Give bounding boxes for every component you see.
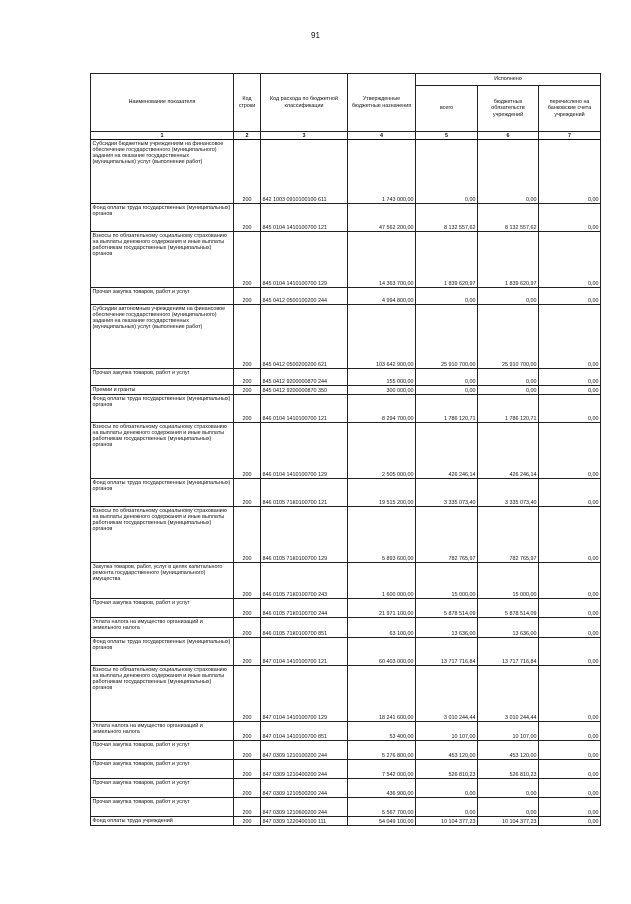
row-approved: 5 893 600,00 bbox=[348, 507, 416, 563]
row-line-code: 200 bbox=[234, 798, 261, 817]
row-approved: 63 100,00 bbox=[348, 618, 416, 638]
row-name: Взносы по обязательному социальному страхованию на выплаты денежного содержания и иные выплаты работникам государственных (муниципальных) органов bbox=[91, 423, 234, 479]
row-budget-code: 847 0104 1410100700 129 bbox=[261, 666, 348, 722]
row-executed-budget: 15 000,00 bbox=[478, 563, 539, 599]
row-name: Прочая закупка товаров, работ и услуг bbox=[91, 599, 234, 618]
row-approved: 21 971 100,00 bbox=[348, 599, 416, 618]
row-executed-budget: 426 246,14 bbox=[478, 423, 539, 479]
row-approved: 5 567 700,00 bbox=[348, 798, 416, 817]
row-line-code: 200 bbox=[234, 563, 261, 599]
row-executed-budget: 5 878 514,09 bbox=[478, 599, 539, 618]
row-line-code: 200 bbox=[234, 395, 261, 423]
row-approved: 53 400,00 bbox=[348, 722, 416, 741]
row-executed-total: 10 104 377,23 bbox=[416, 817, 478, 826]
row-executed-bank: 0,00 bbox=[539, 817, 601, 826]
row-approved: 47 562 200,00 bbox=[348, 204, 416, 232]
row-executed-budget: 0,00 bbox=[478, 140, 539, 204]
row-executed-bank: 0,00 bbox=[539, 779, 601, 798]
row-executed-bank: 0,00 bbox=[539, 305, 601, 369]
row-executed-bank: 0,00 bbox=[539, 563, 601, 599]
column-number: 5 bbox=[416, 132, 478, 140]
row-executed-budget: 13 636,00 bbox=[478, 618, 539, 638]
row-approved: 2 505 000,00 bbox=[348, 423, 416, 479]
row-executed-bank: 0,00 bbox=[539, 666, 601, 722]
row-line-code: 200 bbox=[234, 232, 261, 288]
row-executed-budget: 782 765,97 bbox=[478, 507, 539, 563]
row-name: Прочая закупка товаров, работ и услуг bbox=[91, 288, 234, 305]
row-name: Субсидии автономным учреждениям на финансовое обеспечение государственного (муниципального) задания на оказание государственных (муниципальных) услуг (выполнение работ) bbox=[91, 305, 234, 369]
row-name: Премии и гранты bbox=[91, 386, 234, 395]
column-number: 3 bbox=[261, 132, 348, 140]
row-budget-code: 847 0309 1210100200 244 bbox=[261, 741, 348, 760]
row-name: Взносы по обязательному социальному страхованию на выплаты денежного содержания и иные выплаты работникам государственных (муниципальных) органов bbox=[91, 666, 234, 722]
row-executed-bank: 0,00 bbox=[539, 479, 601, 507]
table-row bbox=[91, 288, 601, 305]
row-name: Фонд оплаты труда государственных (муниципальных) органов bbox=[91, 638, 234, 666]
header-budget-code: Код расхода по бюджетной классификации bbox=[261, 74, 348, 132]
table-row bbox=[91, 722, 601, 741]
budget-execution-table bbox=[90, 73, 601, 826]
row-executed-total: 13 636,00 bbox=[416, 618, 478, 638]
row-executed-bank: 0,00 bbox=[539, 395, 601, 423]
row-executed-budget: 13 717 716,84 bbox=[478, 638, 539, 666]
row-executed-budget: 453 120,00 bbox=[478, 741, 539, 760]
row-executed-total: 0,00 bbox=[416, 140, 478, 204]
row-name: Прочая закупка товаров, работ и услуг bbox=[91, 779, 234, 798]
row-line-code: 200 bbox=[234, 599, 261, 618]
table-row bbox=[91, 386, 601, 395]
row-executed-total: 10 107,00 bbox=[416, 722, 478, 741]
row-approved: 14 363 700,00 bbox=[348, 232, 416, 288]
row-line-code: 200 bbox=[234, 288, 261, 305]
row-budget-code: 846 0105 71К0100700 129 bbox=[261, 507, 348, 563]
row-name: Взносы по обязательному социальному страхованию на выплаты денежного содержания и иные выплаты работникам государственных (муниципальных) органов bbox=[91, 232, 234, 288]
row-executed-budget: 1 839 620,97 bbox=[478, 232, 539, 288]
row-executed-budget: 0,00 bbox=[478, 798, 539, 817]
table-row bbox=[91, 741, 601, 760]
row-line-code: 200 bbox=[234, 140, 261, 204]
row-name: Уплата налога на имущество организаций и земельного налога bbox=[91, 722, 234, 741]
row-executed-budget: 10 104 377,23 bbox=[478, 817, 539, 826]
row-executed-bank: 0,00 bbox=[539, 599, 601, 618]
table-row bbox=[91, 369, 601, 386]
header-row-top bbox=[91, 74, 601, 86]
row-budget-code: 846 0105 71К0100700 851 bbox=[261, 618, 348, 638]
row-name: Фонд оплаты труда государственных (муниципальных) органов bbox=[91, 479, 234, 507]
row-line-code: 200 bbox=[234, 618, 261, 638]
table-row bbox=[91, 817, 601, 826]
row-budget-code: 847 0309 1210600200 244 bbox=[261, 798, 348, 817]
row-line-code: 200 bbox=[234, 204, 261, 232]
row-executed-total: 426 246,14 bbox=[416, 423, 478, 479]
row-line-code: 200 bbox=[234, 817, 261, 826]
row-approved: 103 642 900,00 bbox=[348, 305, 416, 369]
row-name: Прочая закупка товаров, работ и услуг bbox=[91, 369, 234, 386]
column-number: 7 bbox=[539, 132, 601, 140]
row-approved: 19 515 200,00 bbox=[348, 479, 416, 507]
row-executed-budget: 0,00 bbox=[478, 779, 539, 798]
header-executed: Исполнено bbox=[416, 74, 601, 86]
row-approved: 60 403 000,00 bbox=[348, 638, 416, 666]
row-executed-total: 5 878 514,09 bbox=[416, 599, 478, 618]
row-budget-code: 845 0412 0500200200 621 bbox=[261, 305, 348, 369]
row-executed-total: 13 717 716,84 bbox=[416, 638, 478, 666]
row-approved: 436 900,00 bbox=[348, 779, 416, 798]
header-approved: Утвержденные бюджетные назначения bbox=[348, 74, 416, 132]
table-row bbox=[91, 618, 601, 638]
row-executed-total: 3 335 073,40 bbox=[416, 479, 478, 507]
row-name: Прочая закупка товаров, работ и услуг bbox=[91, 760, 234, 779]
row-name: Фонд оплаты труда учреждений bbox=[91, 817, 234, 826]
row-executed-total: 0,00 bbox=[416, 288, 478, 305]
column-number: 6 bbox=[478, 132, 539, 140]
row-executed-total: 0,00 bbox=[416, 798, 478, 817]
row-approved: 300 000,00 bbox=[348, 386, 416, 395]
row-line-code: 200 bbox=[234, 305, 261, 369]
header-name: Наименование показателя bbox=[91, 74, 234, 132]
row-executed-budget: 10 107,00 bbox=[478, 722, 539, 741]
row-executed-total: 8 132 557,62 bbox=[416, 204, 478, 232]
row-executed-total: 25 910 700,00 bbox=[416, 305, 478, 369]
row-executed-budget: 25 910 700,00 bbox=[478, 305, 539, 369]
table-row bbox=[91, 798, 601, 817]
row-executed-total: 1 786 120,71 bbox=[416, 395, 478, 423]
row-line-code: 200 bbox=[234, 369, 261, 386]
row-budget-code: 847 0309 1210500200 244 bbox=[261, 779, 348, 798]
table-row bbox=[91, 305, 601, 369]
row-budget-code: 845 0412 9200000870 244 bbox=[261, 369, 348, 386]
row-budget-code: 845 0412 9200000870 350 bbox=[261, 386, 348, 395]
row-executed-total: 0,00 bbox=[416, 369, 478, 386]
row-executed-bank: 0,00 bbox=[539, 507, 601, 563]
row-budget-code: 845 0104 1410100700 121 bbox=[261, 204, 348, 232]
row-executed-total: 0,00 bbox=[416, 779, 478, 798]
table-row bbox=[91, 204, 601, 232]
row-executed-budget: 526 810,23 bbox=[478, 760, 539, 779]
row-name: Прочая закупка товаров, работ и услуг bbox=[91, 798, 234, 817]
table-row bbox=[91, 666, 601, 722]
row-approved: 18 241 600,00 bbox=[348, 666, 416, 722]
row-approved: 155 000,00 bbox=[348, 369, 416, 386]
row-executed-bank: 0,00 bbox=[539, 423, 601, 479]
column-number: 4 bbox=[348, 132, 416, 140]
row-budget-code: 846 0105 71К0100700 121 bbox=[261, 479, 348, 507]
row-line-code: 200 bbox=[234, 741, 261, 760]
row-line-code: 200 bbox=[234, 779, 261, 798]
row-executed-total: 1 839 620,97 bbox=[416, 232, 478, 288]
table-row bbox=[91, 779, 601, 798]
row-executed-total: 453 120,00 bbox=[416, 741, 478, 760]
row-executed-bank: 0,00 bbox=[539, 232, 601, 288]
row-executed-bank: 0,00 bbox=[539, 386, 601, 395]
row-approved: 4 994 800,00 bbox=[348, 288, 416, 305]
page-number: 91 bbox=[311, 31, 320, 40]
row-budget-code: 846 0104 1410100700 121 bbox=[261, 395, 348, 423]
row-name: Субсидии бюджетным учреждениям на финансовое обеспечение государственного (муниципального) задания на оказание государственных (муниципальных) услуг (выполнение работ) bbox=[91, 140, 234, 204]
row-name: Уплата налога на имущество организаций и земельного налога bbox=[91, 618, 234, 638]
row-budget-code: 847 0104 1410100700 121 bbox=[261, 638, 348, 666]
table-row bbox=[91, 599, 601, 618]
row-executed-bank: 0,00 bbox=[539, 618, 601, 638]
row-approved: 7 542 000,00 bbox=[348, 760, 416, 779]
header-executed-bank: перечислено на банковские счета учреждений bbox=[539, 86, 601, 132]
row-executed-bank: 0,00 bbox=[539, 140, 601, 204]
row-executed-bank: 0,00 bbox=[539, 369, 601, 386]
row-line-code: 200 bbox=[234, 507, 261, 563]
row-name: Фонд оплаты труда государственных (муниципальных) органов bbox=[91, 395, 234, 423]
header-executed-budget: бюджетных обязательств учреждений bbox=[478, 86, 539, 132]
header-executed-total: всего bbox=[416, 86, 478, 132]
row-executed-budget: 3 010 244,44 bbox=[478, 666, 539, 722]
table-row bbox=[91, 395, 601, 423]
row-executed-total: 15 000,00 bbox=[416, 563, 478, 599]
table-row bbox=[91, 507, 601, 563]
row-executed-bank: 0,00 bbox=[539, 722, 601, 741]
row-approved: 5 276 800,00 bbox=[348, 741, 416, 760]
row-executed-bank: 0,00 bbox=[539, 798, 601, 817]
row-budget-code: 847 0309 1210400200 244 bbox=[261, 760, 348, 779]
row-executed-total: 0,00 bbox=[416, 386, 478, 395]
row-approved: 1 743 000,00 bbox=[348, 140, 416, 204]
table-row bbox=[91, 638, 601, 666]
row-line-code: 200 bbox=[234, 722, 261, 741]
row-executed-budget: 1 786 120,71 bbox=[478, 395, 539, 423]
row-budget-code: 846 0104 1410100700 129 bbox=[261, 423, 348, 479]
row-executed-bank: 0,00 bbox=[539, 204, 601, 232]
row-line-code: 200 bbox=[234, 386, 261, 395]
table-row bbox=[91, 232, 601, 288]
row-budget-code: 846 0105 71К0100700 244 bbox=[261, 599, 348, 618]
table-row bbox=[91, 140, 601, 204]
table-row bbox=[91, 479, 601, 507]
table-row bbox=[91, 563, 601, 599]
column-number: 2 bbox=[234, 132, 261, 140]
row-name: Прочая закупка товаров, работ и услуг bbox=[91, 741, 234, 760]
row-name: Взносы по обязательному социальному страхованию на выплаты денежного содержания и иные выплаты работникам государственных (муниципальных) органов bbox=[91, 507, 234, 563]
row-executed-total: 3 010 244,44 bbox=[416, 666, 478, 722]
row-approved: 8 294 700,00 bbox=[348, 395, 416, 423]
row-executed-budget: 0,00 bbox=[478, 386, 539, 395]
table-row bbox=[91, 760, 601, 779]
row-name: Закупка товаров, работ, услуг в целях капитального ремонта государственного (муниципального) имущества bbox=[91, 563, 234, 599]
row-executed-total: 526 810,23 bbox=[416, 760, 478, 779]
row-budget-code: 842 1003 0910100100 611 bbox=[261, 140, 348, 204]
row-line-code: 200 bbox=[234, 423, 261, 479]
column-number: 1 bbox=[91, 132, 234, 140]
row-approved: 54 049 100,00 bbox=[348, 817, 416, 826]
row-executed-budget: 8 132 557,62 bbox=[478, 204, 539, 232]
header-line-code: Код строки bbox=[234, 74, 261, 132]
row-executed-bank: 0,00 bbox=[539, 638, 601, 666]
row-executed-total: 782 765,97 bbox=[416, 507, 478, 563]
row-approved: 1 600 000,00 bbox=[348, 563, 416, 599]
row-budget-code: 845 0412 0500100200 244 bbox=[261, 288, 348, 305]
row-executed-bank: 0,00 bbox=[539, 760, 601, 779]
row-executed-bank: 0,00 bbox=[539, 741, 601, 760]
table-row bbox=[91, 423, 601, 479]
row-name: Фонд оплаты труда государственных (муниципальных) органов bbox=[91, 204, 234, 232]
row-executed-budget: 0,00 bbox=[478, 288, 539, 305]
row-budget-code: 846 0105 71К0100700 243 bbox=[261, 563, 348, 599]
column-number-row bbox=[91, 132, 601, 140]
row-executed-bank: 0,00 bbox=[539, 288, 601, 305]
row-line-code: 200 bbox=[234, 760, 261, 779]
row-executed-budget: 0,00 bbox=[478, 369, 539, 386]
row-line-code: 200 bbox=[234, 638, 261, 666]
row-line-code: 200 bbox=[234, 479, 261, 507]
row-budget-code: 845 0104 1410100700 129 bbox=[261, 232, 348, 288]
row-executed-budget: 3 335 073,40 bbox=[478, 479, 539, 507]
row-budget-code: 847 0309 1220400100 111 bbox=[261, 817, 348, 826]
row-line-code: 200 bbox=[234, 666, 261, 722]
row-budget-code: 847 0104 1410100700 851 bbox=[261, 722, 348, 741]
